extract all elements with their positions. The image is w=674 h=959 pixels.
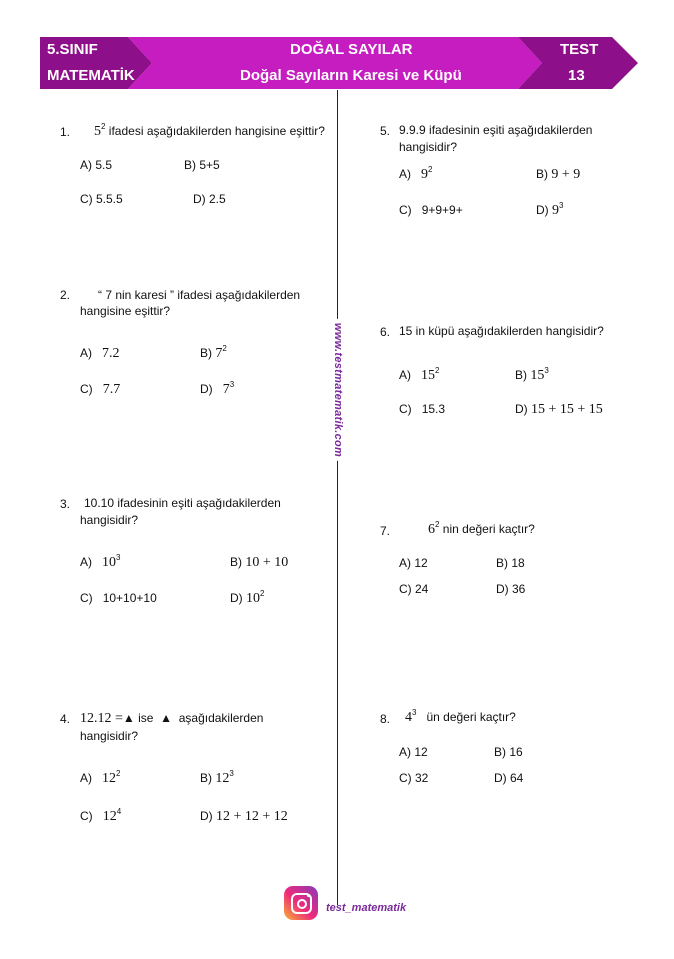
option-d[interactable]: D) 12 + 12 + 12 [200, 809, 288, 824]
option-a[interactable]: A) $12^2$ [80, 769, 121, 786]
question-number: 8. [380, 712, 391, 726]
option-c[interactable]: C) $12^4$ [80, 807, 122, 824]
test-number: 13 [568, 67, 585, 84]
option-d[interactable]: D) 2.5 [193, 192, 226, 206]
option-b[interactable]: B) 18 [496, 556, 525, 570]
question-text-line2: hangisine eşittir? [80, 304, 171, 318]
option-c[interactable]: C) 5.5.5 [80, 192, 123, 206]
option-b[interactable]: B) 16 [494, 745, 523, 759]
question-text: 10.10 ifadesinin eşiti aşağıdakilerden [84, 496, 281, 510]
question-text: 12.12 =▲ ise ▲ aşağıdakilerden [80, 711, 264, 726]
question-number: 6. [380, 325, 391, 339]
option-b[interactable]: B) $7^2$ [200, 344, 227, 361]
option-a[interactable]: A) 12 [399, 556, 428, 570]
instagram-icon[interactable] [284, 886, 318, 920]
question-number: 4. [60, 712, 71, 726]
option-b[interactable]: B) 10 + 10 [230, 555, 289, 570]
option-d[interactable]: D) 15 + 15 + 15 [515, 402, 603, 417]
option-c[interactable]: C) 7.7 [80, 382, 121, 397]
option-c[interactable]: C) 32 [399, 771, 429, 785]
question-text-line2: hangisidir? [399, 140, 458, 154]
unit-title: DOĞAL SAYILAR [290, 41, 413, 58]
option-c[interactable]: C) 10+10+10 [80, 591, 157, 605]
question-text: “ 7 nin karesi ” ifadesi aşağıdakilerden [98, 288, 301, 302]
option-b[interactable]: B) 5+5 [184, 158, 220, 172]
option-d[interactable]: D) $10^2$ [230, 589, 265, 606]
option-b[interactable]: B) 9 + 9 [536, 167, 581, 182]
option-a[interactable]: A) $10^3$ [80, 553, 121, 570]
option-d[interactable]: D) 36 [496, 582, 526, 596]
option-c[interactable]: C) 15.3 [399, 402, 446, 416]
question-number: 7. [380, 524, 391, 538]
triangle-icon: ▲ [160, 711, 173, 725]
question-text: $5^2$ ifadesi aşağıdakilerden hangisine eşittir? [94, 122, 325, 139]
option-d[interactable]: D) 64 [494, 771, 524, 785]
option-b[interactable]: B) $12^3$ [200, 769, 234, 786]
option-d[interactable]: D) $9^3$ [536, 201, 564, 218]
test-label: TEST [560, 41, 599, 58]
subject-label: MATEMATİK [47, 67, 135, 84]
question-text: 9.9.9 ifadesinin eşiti aşağıdakilerden [399, 123, 593, 137]
option-c[interactable]: C) 24 [399, 582, 429, 596]
option-d[interactable]: D) $7^3$ [200, 380, 235, 397]
question-text: $6^2$ nin değeri kaçtır? [428, 520, 535, 537]
question-number: 2. [60, 288, 71, 302]
question-number: 5. [380, 124, 391, 138]
option-a[interactable]: A) 12 [399, 745, 428, 759]
grade-label: 5.SINIF [47, 41, 98, 58]
instagram-handle[interactable]: test_matematik [326, 902, 407, 914]
question-text-line2: hangisidir? [80, 513, 139, 527]
question-text-line2: hangisidir? [80, 729, 139, 743]
topic-title: Doğal Sayıların Karesi ve Küpü [240, 67, 462, 84]
option-b[interactable]: B) $15^3$ [515, 366, 549, 383]
watermark: www.testmatematik.com [332, 319, 344, 461]
header-banner [40, 37, 640, 89]
question-number: 3. [60, 497, 71, 511]
option-a[interactable]: A) 5.5 [80, 158, 113, 172]
triangle-icon: ▲ [122, 711, 135, 725]
option-a[interactable]: A) $15^2$ [399, 366, 440, 383]
option-a[interactable]: A) 7.2 [80, 346, 120, 361]
question-text: $4^3$ ün değeri kaçtır? [405, 708, 516, 725]
option-c[interactable]: C) 9+9+9+ [399, 203, 463, 217]
question-number: 1. [60, 125, 71, 139]
question-text: 15 in küpü aşağıdakilerden hangisidir? [399, 324, 604, 338]
option-a[interactable]: A) $9^2$ [399, 165, 433, 182]
column-divider [337, 90, 338, 905]
